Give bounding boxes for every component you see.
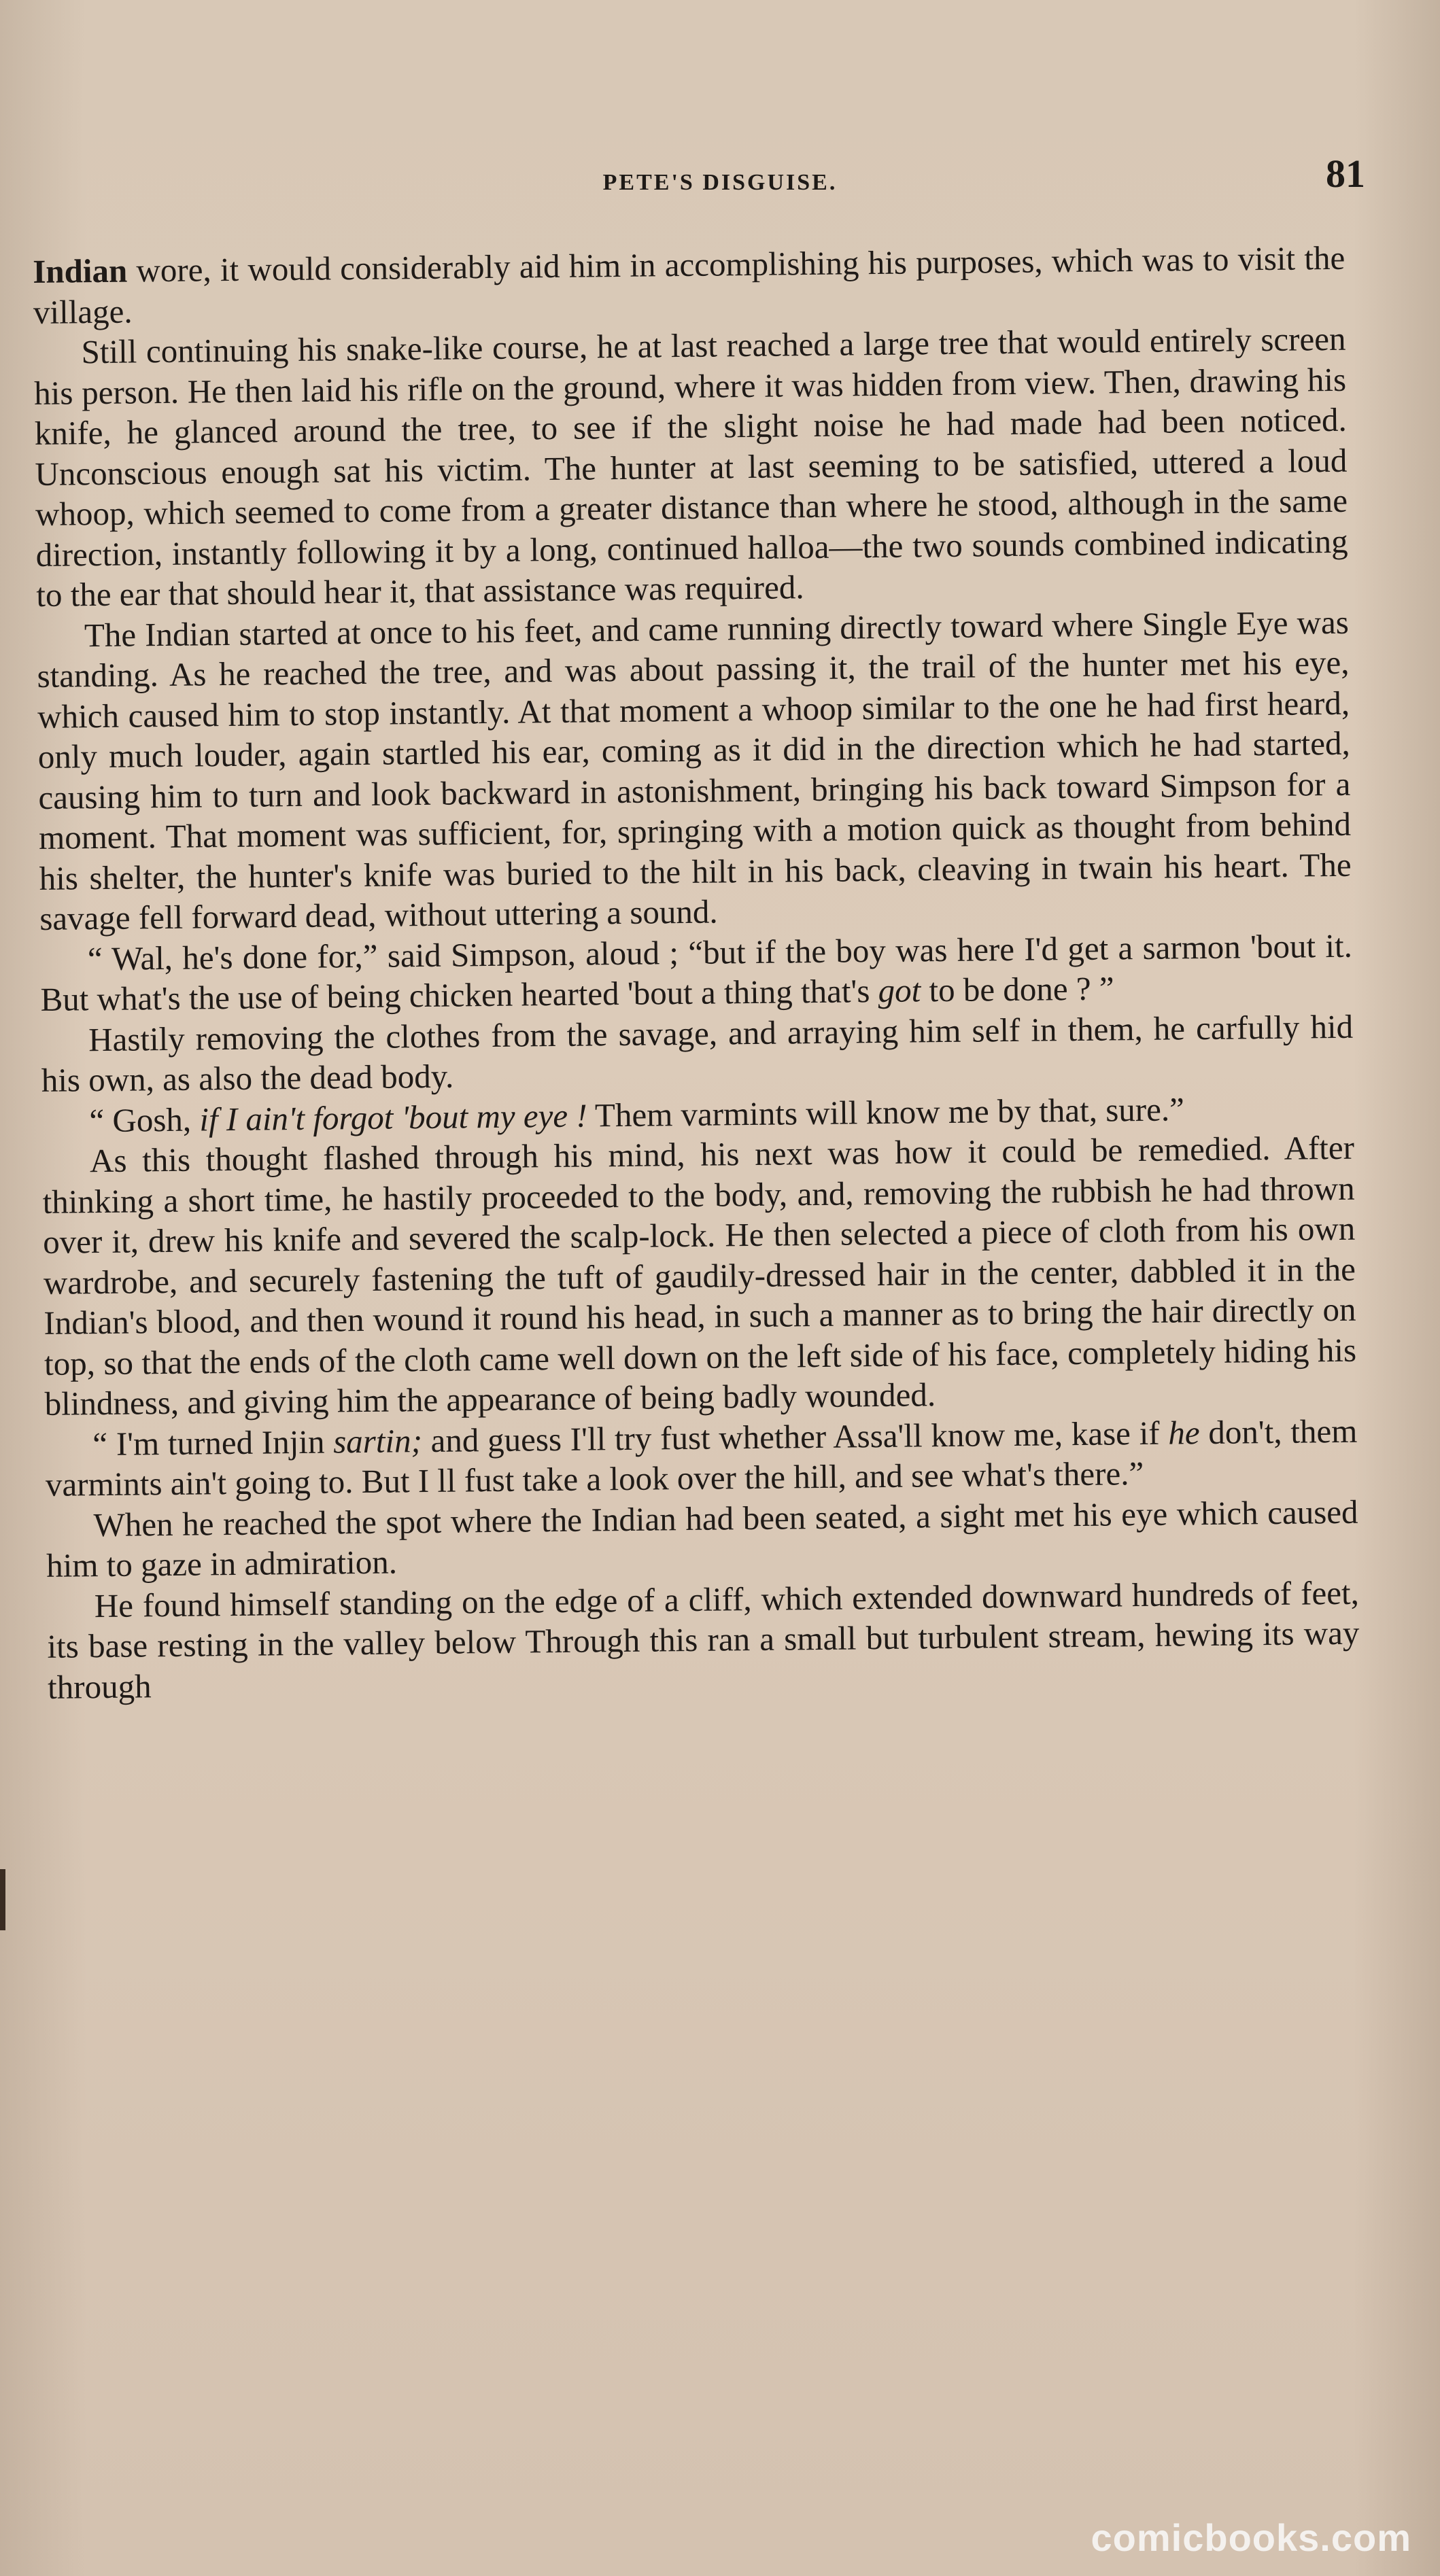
emphasis: sartin; (332, 1421, 423, 1460)
paragraph: The Indian started at once to his feet, and came running directly toward where Single Eye was standing. As he reached the tree, and was about passing it, the trail of the hunter met his eye, which caused him to stop instantly. At that moment a whoop similar to the one he had first heard, only much louder, again startled his ear, coming as it did in the direction which he had started, causing him to turn and look backward in astonishment, bringing his back toward Simpson for a moment. That moment was sufficient, for, springing with a motion quick as thought from behind his shelter, the hunter's knife was buried to the hilt in his back, cleaving in twain his heart. The savage fell forward dead, without uttering a sound. (37, 603, 1352, 937)
paragraph-text: wore, it would considerably aid him in accomplishing his purposes, which was to visit the village. (33, 239, 1345, 331)
paragraph-text: Them varmints will know me by that, sure.” (587, 1090, 1185, 1134)
paragraph: When he reached the spot where the Indian had been seated, a sight met his eye which caused him to gaze in admiration. (46, 1493, 1358, 1584)
paragraph: Still continuing his snake-like course, he at last reached a large tree that would entirely screen his person. He then laid his rifle on the ground, where it was hidden from view. Then, drawing his knife, he glanced around the tree, to see if the slight noise he had made had been noticed. Unconscious enough sat his victim. The hunter at last seeming to be satisfied, uttered a loud whoop, which seemed to come from a greater distance than where he stood, although in the same direction, instantly following it by a long, continued halloa—the two sounds combined indicating to the ear that should hear it, that assistance was required. (33, 319, 1348, 614)
paragraph (40, 925, 1353, 1020)
body-text (33, 238, 1360, 1707)
paragraph (45, 1410, 1358, 1505)
paragraph-text: “ Gosh, (89, 1100, 200, 1139)
paragraph-text: to be done ? ” (920, 969, 1114, 1009)
paragraph: He found himself standing on the edge of a cliff, which extended downward hundreds of feet, its base resting in the valley below Through this ran a small but turbulent stream, hewing its way through (47, 1573, 1360, 1706)
paragraph (33, 238, 1345, 332)
running-title: PETE'S DISGUISE. (602, 170, 838, 195)
paragraph-text: “ Wal, he's done for,” said Simpson, aloud ; “but if the boy was here I'd get a sarmon 'bout it. But what's the use of being chicken hearted 'bout a thing that's (40, 926, 1353, 1018)
lead-word: Indian (33, 251, 128, 290)
paragraph: As this thought flashed through his mind, his next was how it could be remedied. After thinking a short time, he hastily proceeded to the body, and, removing the rubbish he had thrown over it, drew his knife and severed the scalp-lock. He then selected a piece of cloth from his own wardrobe, and securely fastening the tuft of gaudily-dressed hair in the center, dabbled it in the Indian's blood, and then wound it round his head, in such a manner as to bring the hair directly on top, so that the ends of the cloth came well down on the left side of his face, completely hiding his blindness, and giving him the appearance of being badly wounded. (42, 1128, 1357, 1423)
margin-ink-mark (0, 1869, 5, 1930)
paragraph-text: and guess I'll try fust whether Assa'll know me, kase if (422, 1414, 1169, 1459)
emphasis: he (1168, 1413, 1200, 1452)
paragraph-text: don't, them varmints ain't going to. But I ll fust take a look over the hill, and see what's there.” (45, 1412, 1358, 1503)
page-number: 81 (1326, 152, 1365, 196)
paragraph-text: “ I'm turned Injin (92, 1422, 334, 1463)
emphasis: if I ain't forgot 'bout my eye ! (199, 1096, 587, 1138)
paragraph: Hastily removing the clothes from the savage, and arraying him self in them, he carfully hid his own, as also the dead body. (41, 1007, 1354, 1099)
site-watermark: comicbooks.com (1091, 2516, 1411, 2559)
emphasis: got (878, 971, 921, 1010)
